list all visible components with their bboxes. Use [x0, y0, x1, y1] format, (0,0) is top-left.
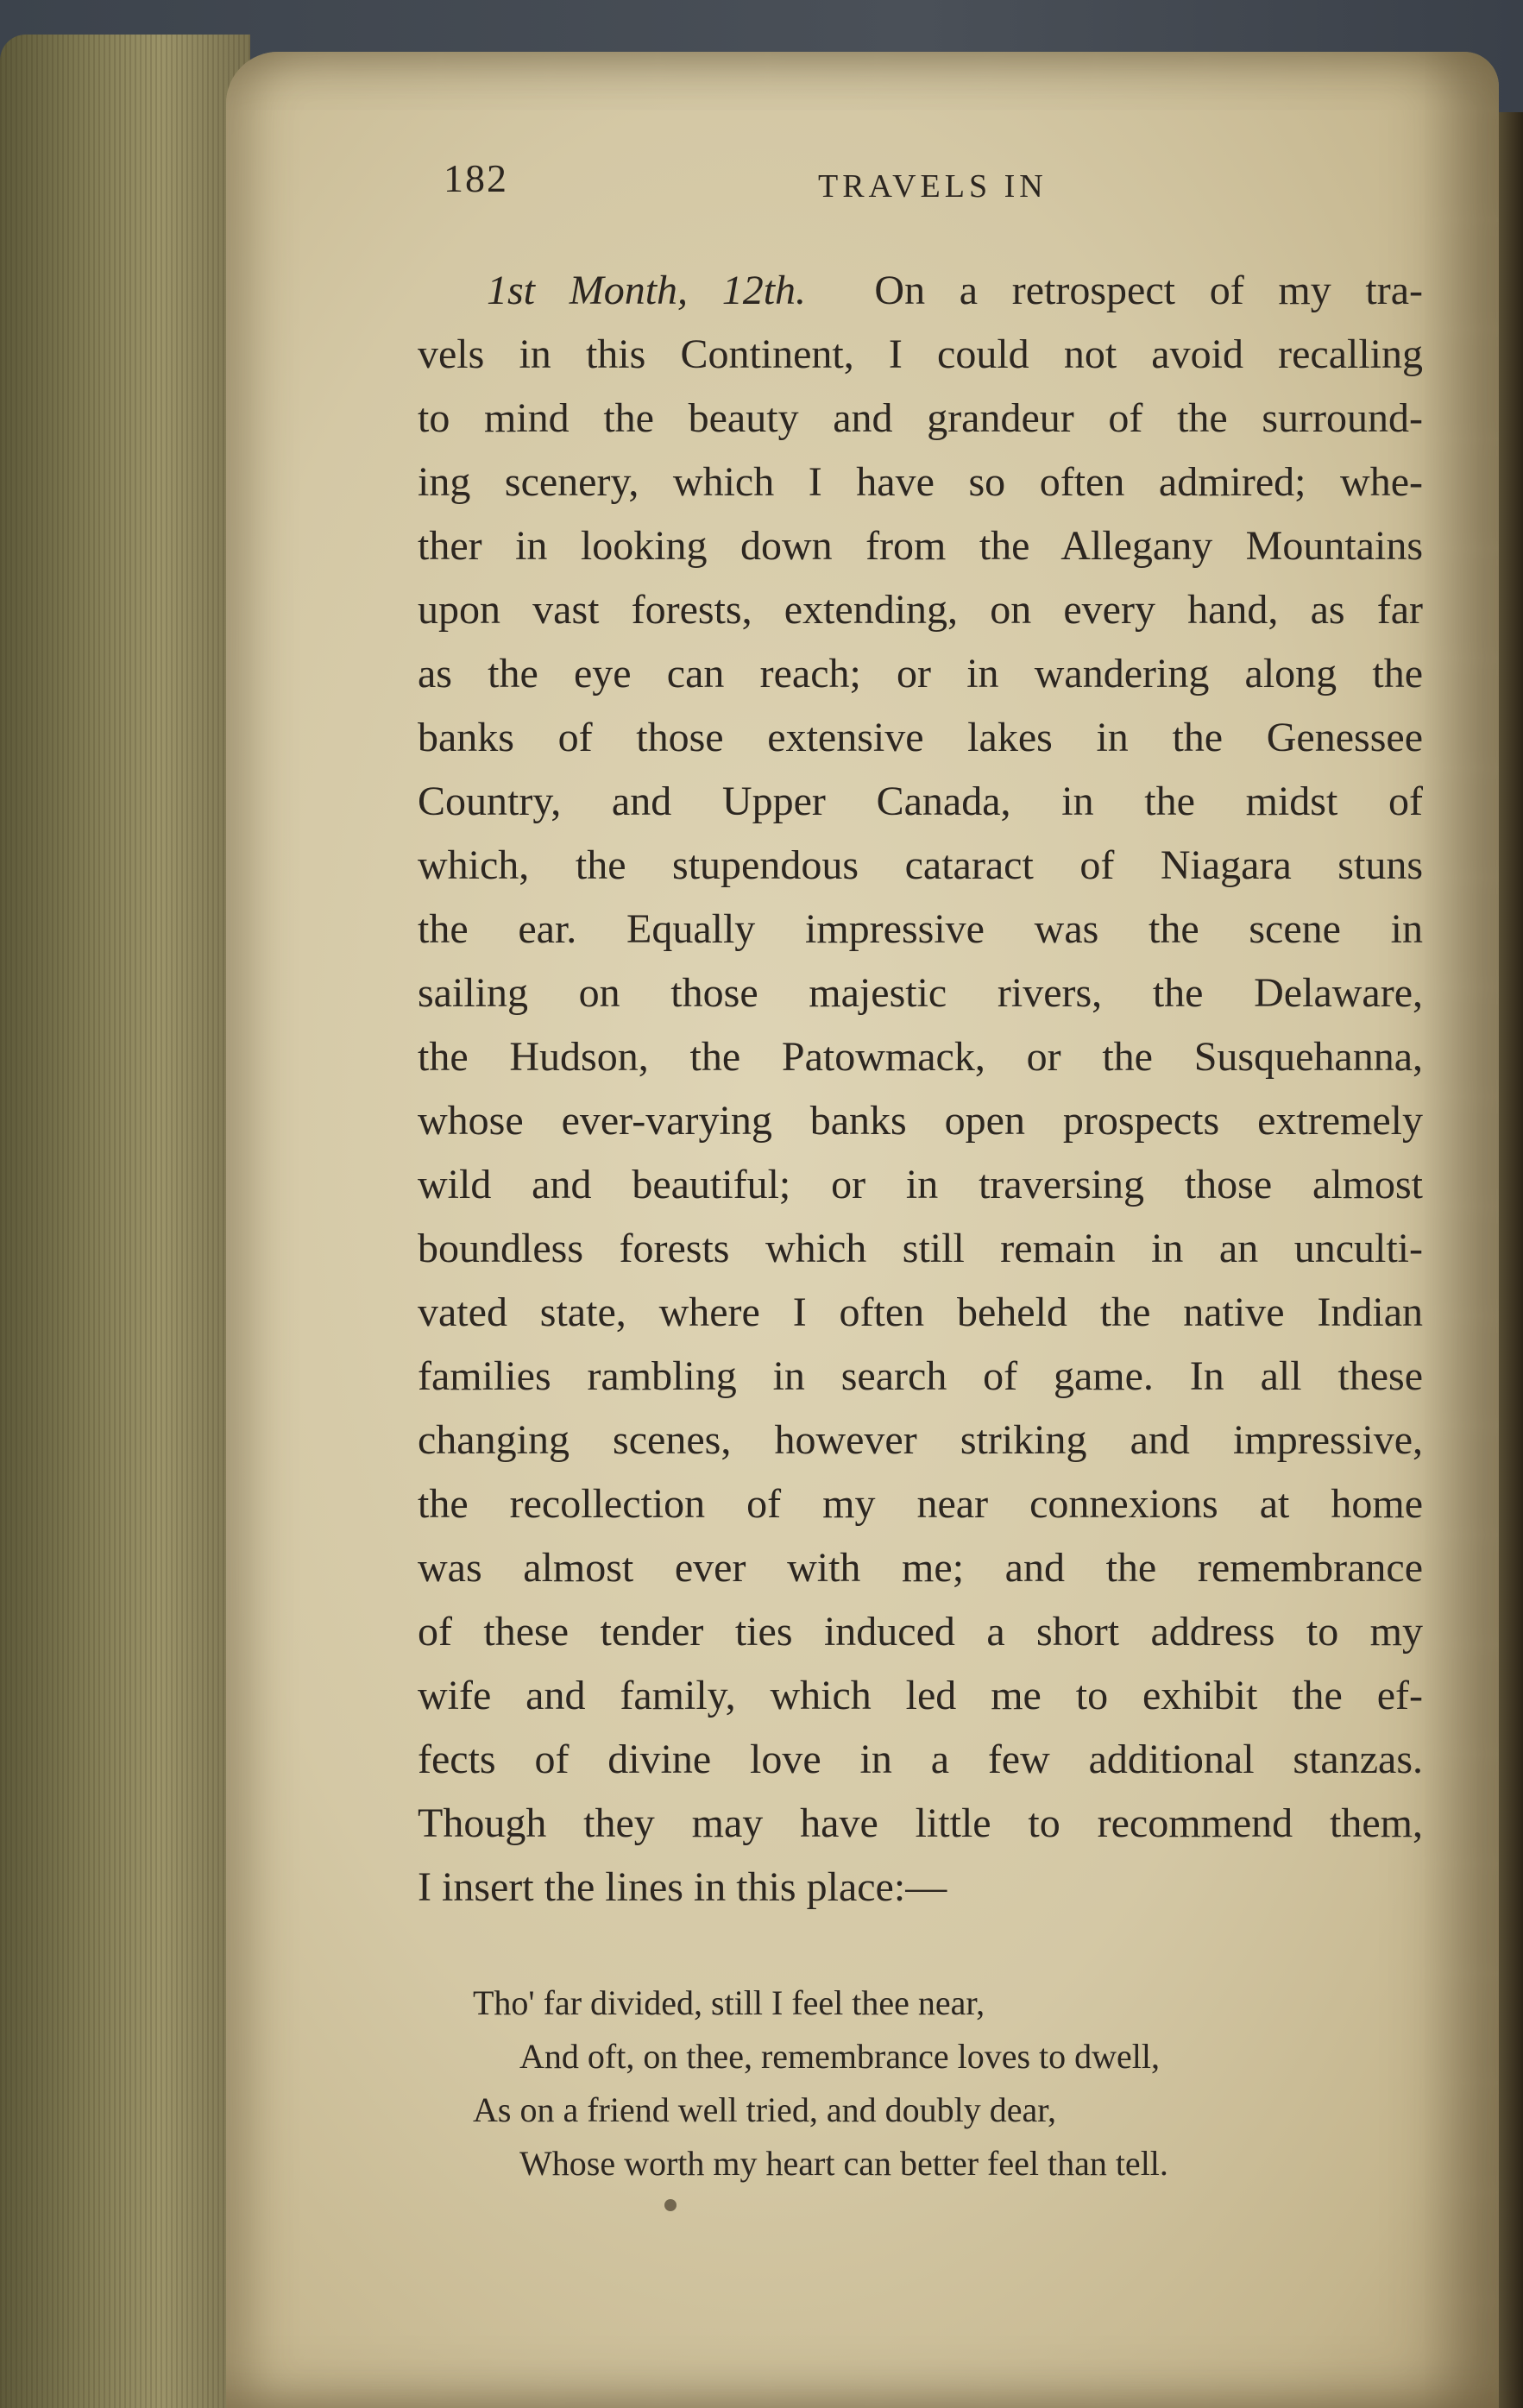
body-line: vated state, where I often beheld the native Indian	[418, 1289, 1423, 1335]
body-line: Though they may have little to recommend them,	[418, 1800, 1423, 1846]
body-line: I insert the lines in this place:—	[418, 1864, 947, 1910]
body-line: which, the stupendous cataract of Niagara stuns	[418, 842, 1423, 888]
verse-line: And oft, on thee, remembrance loves to dwell,	[519, 2037, 1160, 2076]
date-heading: 1st Month, 12th.	[487, 268, 807, 313]
body-line: sailing on those majestic rivers, the Delaware,	[418, 970, 1423, 1016]
body-line: as the eye can reach; or in wandering along the	[418, 651, 1423, 697]
body-line: was almost ever with me; and the remembrance	[418, 1545, 1423, 1591]
verse-stanza	[473, 1976, 1422, 2191]
body-paragraph	[418, 259, 1423, 1919]
body-line: of these tender ties induced a short address to my	[418, 1609, 1423, 1655]
verse-line: Whose worth my heart can better feel than tell.	[519, 2144, 1168, 2183]
body-line: wild and beautiful; or in traversing those almost	[418, 1162, 1423, 1207]
body-line: banks of those extensive lakes in the Genessee	[418, 715, 1423, 760]
running-head: TRAVELS IN	[818, 168, 1048, 205]
body-line: vels in this Continent, I could not avoid recalling	[418, 331, 1423, 377]
body-line: changing scenes, however striking and impressive,	[418, 1417, 1423, 1463]
page-number: 182	[444, 156, 508, 200]
body-line: 1st Month, 12th. On a retrospect of my tra-	[487, 268, 1423, 313]
body-line: the Hudson, the Patowmack, or the Susquehanna,	[418, 1034, 1423, 1080]
body-line: upon vast forests, extending, on every hand, as far	[418, 587, 1423, 633]
body-line: ing scenery, which I have so often admired; whe-	[418, 459, 1423, 505]
body-line: the ear. Equally impressive was the scene in	[418, 906, 1423, 952]
book-page-edges	[0, 35, 250, 2408]
verse-line: Tho' far divided, still I feel thee near,	[473, 1983, 985, 2022]
body-line: Country, and Upper Canada, in the midst of	[418, 779, 1423, 824]
body-line: to mind the beauty and grandeur of the surround-	[418, 395, 1423, 441]
body-line: ther in looking down from the Allegany Mountains	[418, 523, 1423, 569]
body-line: fects of divine love in a few additional stanzas.	[418, 1737, 1423, 1782]
verse-line: As on a friend well tried, and doubly dear,	[473, 2090, 1056, 2129]
body-line: boundless forests which still remain in an unculti-	[418, 1226, 1423, 1271]
body-line: wife and family, which led me to exhibit the ef-	[418, 1673, 1423, 1718]
body-line: families rambling in search of game. In all these	[418, 1353, 1423, 1399]
body-line: whose ever-varying banks open prospects extremely	[418, 1098, 1423, 1144]
body-line: the recollection of my near connexions at home	[418, 1481, 1423, 1527]
ink-blot	[664, 2199, 677, 2211]
